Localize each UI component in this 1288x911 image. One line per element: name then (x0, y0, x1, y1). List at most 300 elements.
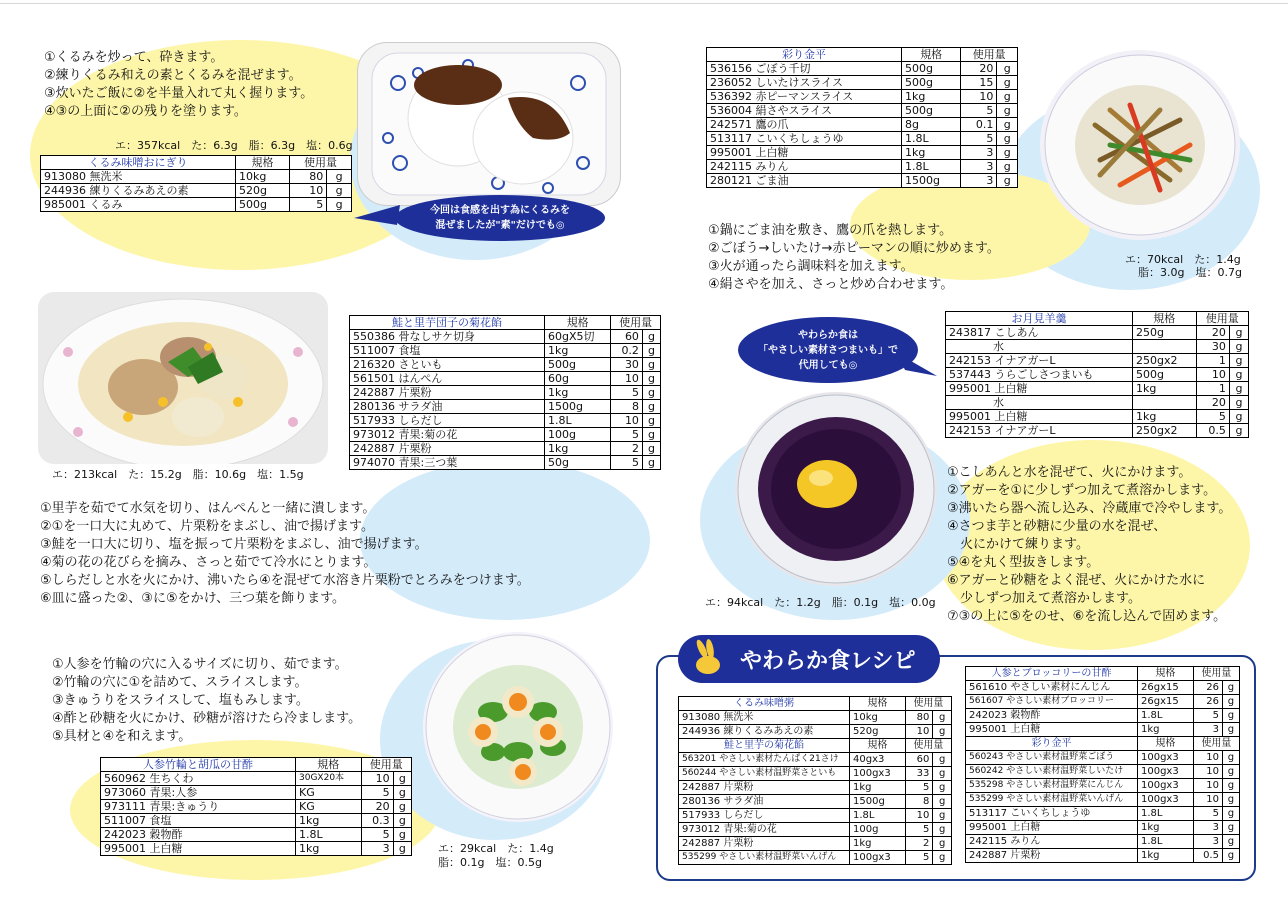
table-row (101, 800, 412, 814)
cell: 513117 こいくちしょうゆ (966, 807, 1138, 821)
cell: 995001 上白糖 (946, 382, 1133, 396)
table-row (101, 842, 412, 856)
cell: 10kg (236, 170, 290, 184)
yokan-bowl-image (735, 392, 937, 586)
cell: 1500g (902, 174, 961, 188)
table-row (707, 132, 1018, 146)
step: ②竹輪の穴に①を詰めて、スライスします。 (52, 675, 308, 690)
cell: 10 (290, 184, 327, 198)
cell: g (997, 132, 1018, 146)
cell: 500g (1133, 368, 1197, 382)
table-row (350, 344, 661, 358)
banner-title: やわらか食レシピ (740, 648, 916, 674)
cell: 280136 サラダ油 (679, 795, 850, 809)
table-row (966, 807, 1240, 821)
table-row (350, 428, 661, 442)
cell: 995001 上白糖 (966, 821, 1138, 835)
cell: 5 (611, 386, 643, 400)
cell: 500g (902, 104, 961, 118)
table-title: くるみ味噌おにぎり (41, 156, 236, 170)
table-row (679, 781, 952, 795)
cell: g (933, 781, 952, 795)
cell: 242571 鷹の爪 (707, 118, 902, 132)
step: ①人参を竹輪の穴に入るサイズに切り、茹でます。 (52, 657, 348, 672)
cell: 1.8L (1138, 835, 1194, 849)
cell: 10 (1193, 779, 1222, 793)
cell: 560244 やさしい素材温野菜さといも (679, 767, 850, 781)
table-row (41, 170, 352, 184)
table-row (350, 414, 661, 428)
cell: 974070 青果:三つ葉 (350, 456, 545, 470)
cell: 561607 やさしい素材ブロッコリー (966, 695, 1138, 709)
step: ①里芋を茹でて水気を切り、はんぺんと一緒に潰します。 (40, 501, 376, 516)
cell: 5 (1196, 410, 1229, 424)
step: ⑥アガーと砂糖をよく混ぜ、火にかけた水に (947, 573, 1206, 588)
cell: 242153 イナアガーL (946, 424, 1133, 438)
cell: g (1229, 396, 1248, 410)
cell: g (327, 184, 352, 198)
cell: 20 (1196, 396, 1229, 410)
cell: g (642, 442, 660, 456)
cell: 60 (611, 330, 643, 344)
cell: KG (296, 800, 362, 814)
cell: g (642, 400, 660, 414)
cell: 3 (961, 174, 997, 188)
step: ⑤具材と④を和えます。 (52, 729, 192, 744)
col-spec: 規格 (1138, 667, 1194, 681)
cell: 20 (961, 62, 997, 76)
step: ③鮭を一口大に切り、塩を振って片栗粉をまぶし、油で揚げます。 (40, 537, 428, 552)
step: ③火が通ったら調味料を加えます。 (708, 259, 914, 274)
cell: 20 (361, 800, 393, 814)
cell: 242887 片栗粉 (350, 442, 545, 456)
yokan-bubble-tail (895, 348, 940, 383)
cell: 560962 生ちくわ (101, 772, 296, 786)
cell: 2 (905, 837, 933, 851)
cell: 535298 やさしい素材温野菜にんじん (966, 779, 1138, 793)
step: ⑦③の上に⑤をのせ、⑥を流し込んで固めます。 (947, 609, 1227, 624)
cell: g (642, 456, 660, 470)
cell: g (1222, 709, 1239, 723)
cell: g (642, 344, 660, 358)
cell: g (1222, 751, 1239, 765)
step: ④菊の花の花びらを摘み、さっと茹でて冷水にとります。 (40, 555, 377, 570)
table-row (679, 795, 952, 809)
cell: 250gx2 (1133, 424, 1197, 438)
table-row (946, 326, 1249, 340)
cell: 26 (1193, 681, 1222, 695)
cell: g (933, 837, 952, 851)
col-spec: 規格 (850, 697, 906, 711)
cell: 536004 絹さやスライス (707, 104, 902, 118)
cell: 水 (946, 340, 1133, 354)
cell: g (1222, 793, 1239, 807)
cell: 1kg (545, 386, 611, 400)
yokan-ingredient-table (945, 311, 1249, 438)
cell: g (997, 62, 1018, 76)
cell: g (642, 428, 660, 442)
cell: 5 (1193, 709, 1222, 723)
table-row (946, 410, 1249, 424)
step: 火にかけて練ります。 (947, 537, 1089, 552)
cell: g (997, 146, 1018, 160)
cell: 10 (1196, 368, 1229, 382)
table-row (350, 442, 661, 456)
cell: g (1222, 723, 1239, 737)
cell: 5 (905, 851, 933, 865)
cell: g (1229, 354, 1248, 368)
cell: g (997, 90, 1018, 104)
cell: 995001 上白糖 (707, 146, 902, 160)
cell: 26 (1193, 695, 1222, 709)
chikuwa-steps (52, 656, 361, 746)
cell: 5 (905, 823, 933, 837)
table-row (966, 751, 1240, 765)
cell: 100gx3 (1138, 779, 1194, 793)
kinpira-ingredient-table (706, 47, 1018, 188)
table-row (966, 793, 1240, 807)
table-title: 彩り金平 (707, 48, 902, 62)
cell: 242887 片栗粉 (350, 386, 545, 400)
cell: KG (296, 786, 362, 800)
cell: g (393, 814, 411, 828)
cell: 500g (902, 62, 961, 76)
cell: g (1222, 765, 1239, 779)
cell: 100gx3 (1138, 765, 1194, 779)
table-row (946, 424, 1249, 438)
step: ④③の上面に②の残りを塗ります。 (44, 104, 247, 119)
table-row (350, 386, 661, 400)
cell: 1kg (1133, 382, 1197, 396)
cell: 15 (961, 76, 997, 90)
cell: 5 (361, 828, 393, 842)
step: ④酢と砂糖を火にかけ、砂糖が溶けたら冷まします。 (52, 711, 362, 726)
cell: 511007 食塩 (101, 814, 296, 828)
table-row (707, 90, 1018, 104)
cell: g (933, 809, 952, 823)
table-row (679, 837, 952, 851)
table-row (101, 814, 412, 828)
cell: 1.8L (1138, 709, 1194, 723)
cell: 973111 青果:きゅうり (101, 800, 296, 814)
cell: 50g (545, 456, 611, 470)
cell: 10 (1193, 765, 1222, 779)
cell: 244936 練りくるみあえの素 (679, 725, 850, 739)
table-row (679, 711, 952, 725)
cell: 1kg (1138, 821, 1194, 835)
col-amount: 使用量 (905, 739, 951, 753)
cell: 2 (611, 442, 643, 456)
kikka-nutrition: エ：213kcal た：15.2g 脂：10.6g 塩：1.5g (52, 468, 304, 481)
cell (1133, 340, 1197, 354)
col-amount: 使用量 (905, 697, 951, 711)
cell: 1.8L (1138, 807, 1194, 821)
cell: 10 (905, 725, 933, 739)
cell: 242023 穀物酢 (101, 828, 296, 842)
cell: 1.8L (296, 828, 362, 842)
col-amount: 使用量 (611, 316, 661, 330)
rabbit-icon (682, 635, 734, 683)
col-amount: 使用量 (290, 156, 352, 170)
table-row (707, 118, 1018, 132)
cell: 1kg (1133, 410, 1197, 424)
cell: 3 (1193, 835, 1222, 849)
cell: 8 (905, 795, 933, 809)
cell: 913080 無洗米 (41, 170, 236, 184)
step: ③炊いたご飯に②を半量入れて丸く握ります。 (44, 86, 314, 101)
cell: 20 (1196, 326, 1229, 340)
cell: 60g (545, 372, 611, 386)
cell: g (1222, 807, 1239, 821)
cell: 100g (850, 823, 906, 837)
table-row (350, 358, 661, 372)
cell: 560242 やさしい素材温野菜しいたけ (966, 765, 1138, 779)
cell: 0.5 (1196, 424, 1229, 438)
cell: g (1229, 326, 1248, 340)
cell: 1kg (1138, 723, 1194, 737)
cell: 1kg (850, 781, 906, 795)
table-title: 彩り金平 (966, 737, 1138, 751)
table-row (966, 681, 1240, 695)
cell: 1.8L (902, 160, 961, 174)
cell: 1 (1196, 354, 1229, 368)
cell: 236052 しいたけスライス (707, 76, 902, 90)
cell: 250gx2 (1133, 354, 1197, 368)
cell: 33 (905, 767, 933, 781)
col-amount: 使用量 (1193, 737, 1239, 751)
cell: 500g (236, 198, 290, 212)
cell: 242023 穀物酢 (966, 709, 1138, 723)
table-title: 鮭と里芋の菊花餡 (679, 739, 850, 753)
cell: 26gx15 (1138, 695, 1194, 709)
kikka-photo (38, 292, 328, 464)
table-row (946, 382, 1249, 396)
cell: 995001 上白糖 (946, 410, 1133, 424)
cell: 0.2 (611, 344, 643, 358)
cell: 250g (1133, 326, 1197, 340)
cell: 985001 くるみ (41, 198, 236, 212)
table-row (707, 62, 1018, 76)
cell: 242887 片栗粉 (679, 781, 850, 795)
cell: g (1229, 424, 1248, 438)
table-row (679, 823, 952, 837)
bubble-line: 代用しても◎ (798, 359, 858, 371)
cell: 560243 やさしい素材温野菜ごぼう (966, 751, 1138, 765)
cell: g (1222, 779, 1239, 793)
cell: g (1229, 382, 1248, 396)
cell: 100gx3 (1138, 793, 1194, 807)
cell: 244936 練りくるみあえの素 (41, 184, 236, 198)
cell: 242115 みりん (707, 160, 902, 174)
cell: 10 (361, 772, 393, 786)
kurumi-nutrition: エ：357kcal た：6.3g 脂：6.3g 塩：0.6g (115, 139, 353, 152)
cell: g (997, 174, 1018, 188)
table-row (679, 753, 952, 767)
cell: g (642, 358, 660, 372)
cell: 10 (905, 809, 933, 823)
kinpira-photo (1040, 50, 1240, 240)
bubble-line: 「やさしい素材さつまいも」で (758, 344, 898, 356)
table-title: 人参竹輪と胡瓜の甘酢 (101, 758, 296, 772)
col-spec: 規格 (545, 316, 611, 330)
kinpira-nutrition-1: エ：70kcal た：1.4g (1125, 253, 1241, 266)
step: ①こしあんと水を混ぜて、火にかけます。 (947, 465, 1192, 480)
soft-food-banner (678, 635, 940, 683)
yokan-steps (947, 464, 1231, 626)
cell: g (1222, 849, 1239, 863)
cell: 1kg (850, 837, 906, 851)
table-row (966, 695, 1240, 709)
onigiri-plate-image (358, 43, 620, 205)
step: ①くるみを炒って、砕きます。 (44, 50, 224, 65)
cell: 1kg (296, 842, 362, 856)
cell: g (642, 372, 660, 386)
cell: g (933, 823, 952, 837)
cell: 1.8L (902, 132, 961, 146)
cell: g (933, 753, 952, 767)
cell: 973060 青果:人参 (101, 786, 296, 800)
cell: 10 (961, 90, 997, 104)
cell: 517933 しらだし (679, 809, 850, 823)
cell: 30 (611, 358, 643, 372)
table-row (101, 828, 412, 842)
kikka-steps (40, 500, 530, 608)
table-row (679, 809, 952, 823)
step: ②練りくるみ和えの素とくるみを混ぜます。 (44, 68, 302, 83)
cell: g (393, 800, 411, 814)
cell: g (1222, 835, 1239, 849)
cell: 5 (905, 781, 933, 795)
table-row (707, 76, 1018, 90)
kinpira-dish-image (1040, 50, 1240, 240)
step: ③きゅうりをスライスして、塩もみします。 (52, 693, 309, 708)
cell: 60 (905, 753, 933, 767)
table-row (707, 146, 1018, 160)
cell: 5 (611, 428, 643, 442)
cell: 280136 サラダ油 (350, 400, 545, 414)
cell: g (933, 725, 952, 739)
cell: 8g (902, 118, 961, 132)
chikuwa-ingredient-table (100, 757, 412, 856)
table-row (350, 400, 661, 414)
cell: 0.1 (961, 118, 997, 132)
bubble-line: 今回は食感を出す為にくるみを (430, 205, 570, 216)
step: ④絹さやを加え、さっと炒め合わせます。 (708, 277, 954, 292)
cell: 100g (545, 428, 611, 442)
table-row (966, 723, 1240, 737)
yokan-nutrition: エ：94kcal た：1.2g 脂：0.1g 塩：0.0g (705, 596, 936, 609)
kurumi-ingredient-table (40, 155, 352, 212)
cell: 100gx3 (850, 767, 906, 781)
bubble-line: やわらか食は (798, 329, 858, 341)
cell: 100gx3 (850, 851, 906, 865)
table-title: 鮭と里芋団子の菊花餡 (350, 316, 545, 330)
table-row (946, 340, 1249, 354)
cell: 30 (1196, 340, 1229, 354)
step: ⑤④を丸く型抜きします。 (947, 555, 1100, 570)
cell: 0.5 (1193, 849, 1222, 863)
kurumi-steps (44, 49, 313, 121)
cell: 1.8L (545, 414, 611, 428)
cell: 535299 やさしい素材温野菜いんげん (679, 851, 850, 865)
cell: 1kg (1138, 849, 1194, 863)
cell: g (1229, 368, 1248, 382)
cell: 561610 やさしい素材にんじん (966, 681, 1138, 695)
cell: g (1229, 340, 1248, 354)
cell: g (393, 842, 411, 856)
cell (1133, 396, 1197, 410)
top-divider (0, 3, 1288, 4)
col-amount: 使用量 (1193, 667, 1239, 681)
cell: 242887 片栗粉 (966, 849, 1138, 863)
chikuwa-bowl-image (423, 632, 613, 822)
cell: 536156 ごぼう千切 (707, 62, 902, 76)
col-spec: 規格 (902, 48, 961, 62)
cell: 40gx3 (850, 753, 906, 767)
cell: 500g (902, 76, 961, 90)
cell: 5 (361, 786, 393, 800)
cell: 520g (236, 184, 290, 198)
cell: g (933, 711, 952, 725)
cell: 1kg (902, 146, 961, 160)
cell: 973012 青果:菊の花 (350, 428, 545, 442)
cell: g (997, 76, 1018, 90)
col-amount: 使用量 (361, 758, 411, 772)
col-spec: 規格 (1138, 737, 1194, 751)
cell: 5 (961, 132, 997, 146)
cell: 100gx3 (1138, 751, 1194, 765)
table-row (41, 198, 352, 212)
cell: g (933, 851, 952, 865)
cell: 10kg (850, 711, 906, 725)
cell: 3 (1193, 723, 1222, 737)
table-row (966, 779, 1240, 793)
cell: 520g (850, 725, 906, 739)
cell: g (997, 160, 1018, 174)
cell: g (1222, 821, 1239, 835)
table-row (966, 821, 1240, 835)
table-row (946, 354, 1249, 368)
cell: g (393, 786, 411, 800)
cell: g (933, 795, 952, 809)
table-row (679, 767, 952, 781)
cell: 973012 青果:菊の花 (679, 823, 850, 837)
col-amount: 使用量 (961, 48, 1018, 62)
cell: 80 (905, 711, 933, 725)
cell: g (642, 386, 660, 400)
cell: g (997, 118, 1018, 132)
table-row (101, 786, 412, 800)
step: 少しずつ加えて煮溶かします。 (947, 591, 1141, 606)
cell: 242887 片栗粉 (679, 837, 850, 851)
cell: 500g (545, 358, 611, 372)
cell: g (1222, 681, 1239, 695)
cell: g (933, 767, 952, 781)
step: ⑥皿に盛った②、③に⑤をかけ、三つ葉を飾ります。 (40, 591, 346, 606)
cell: 1 (1196, 382, 1229, 396)
onigiri-photo (357, 42, 621, 206)
cell: 517933 しらだし (350, 414, 545, 428)
cell: g (997, 104, 1018, 118)
table-title: くるみ味噌粥 (679, 697, 850, 711)
cell: 535299 やさしい素材温野菜いんげん (966, 793, 1138, 807)
col-spec: 規格 (1133, 312, 1197, 326)
table-row (679, 725, 952, 739)
bubble-line: 混ぜましたが"素"だけでも◎ (435, 220, 565, 231)
table-row (350, 372, 661, 386)
table-title: お月見羊羹 (946, 312, 1133, 326)
cell: 537443 うらごしさつまいも (946, 368, 1133, 382)
